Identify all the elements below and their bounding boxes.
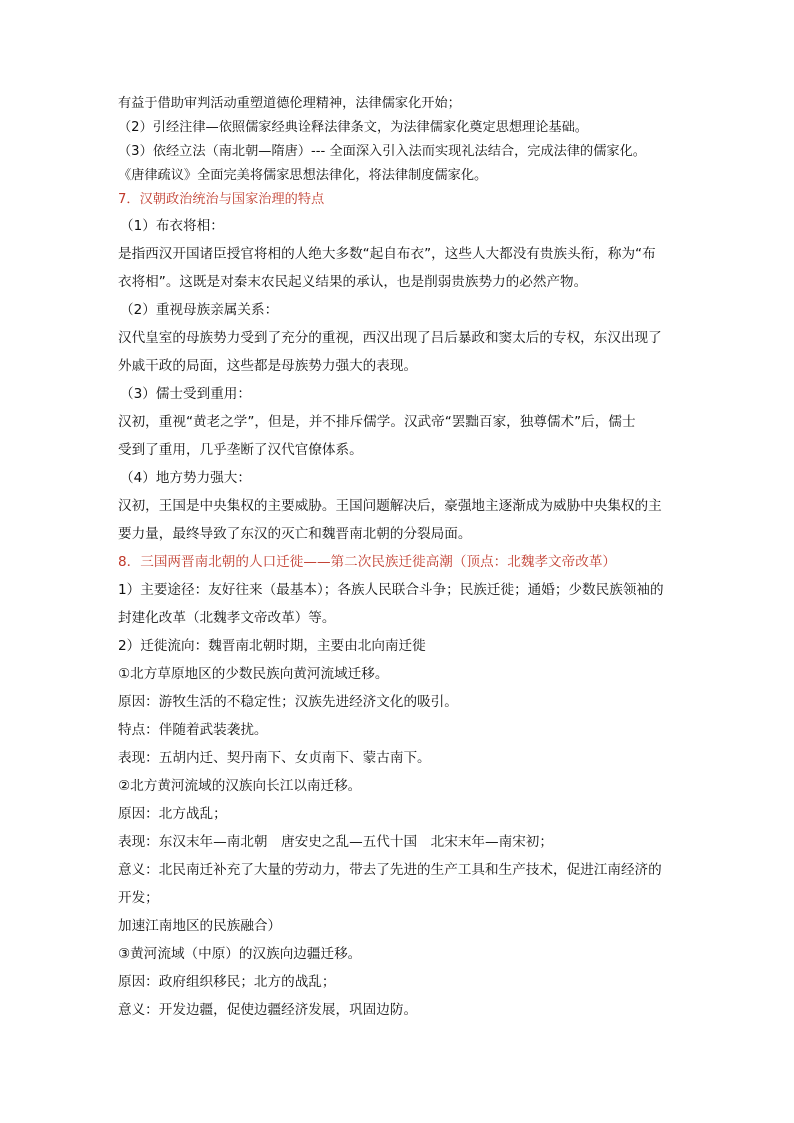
text-line: ①北方草原地区的少数民族向黄河流域迁移。	[118, 666, 389, 682]
text-line: 《唐律疏议》全面完美将儒家思想法律化，将法律制度儒家化。	[118, 168, 488, 183]
text-line: 表现：东汉末年—南北朝 唐安史之乱—五代十国 北宋末年—南宋初；	[118, 834, 553, 850]
text-line: 原因：北方战乱；	[118, 806, 227, 822]
text-line: 意义：北民南迁补充了大量的劳动力，带去了先进的生产工具和生产技术，促进江南经济的	[118, 862, 662, 878]
text-line: 表现：五胡内迁、契丹南下、女贞南下、蒙古南下。	[118, 750, 431, 766]
text-line: 受到了重用，几乎垄断了汉代官僚体系。	[118, 442, 363, 458]
text-line: 意义：开发边疆，促使边疆经济发展，巩固边防。	[118, 1002, 418, 1018]
subheading: （2）重视母族亲属关系：	[120, 302, 279, 318]
text-line: （3）依经立法（南北朝—隋唐）--- 全面深入引入法而实现礼法结合，完成法律的儒家化。	[118, 144, 646, 159]
text-line: 原因：游牧生活的不稳定性；汉族先进经济文化的吸引。	[118, 694, 458, 710]
subheading: （3）儒士受到重用：	[120, 386, 251, 402]
text-line: ③黄河流域（中原）的汉族向边疆迁移。	[118, 946, 362, 962]
text-line: 封建化改革（北魏孝文帝改革）等。	[118, 610, 336, 626]
subheading: （4）地方势力强大：	[120, 470, 251, 486]
section-heading-8: 8．三国两晋南北朝的人口迁徙——第二次民族迁徙高潮（顶点：北魏孝文帝改革）	[118, 554, 617, 570]
text-line: 加速江南地区的民族融合）	[118, 918, 282, 934]
text-line: 汉初，重视“黄老之学”，但是，并不排斥儒学。汉武帝“罢黜百家，独尊儒术”后，儒士	[118, 414, 636, 430]
text-line: 外戚干政的局面，这些都是母族势力强大的表现。	[118, 358, 418, 374]
document-page	[118, 92, 688, 1024]
text-line: 是指西汉开国诸臣授官将相的人绝大多数“起自布衣”，这些人大都没有贵族头衔，称为“布	[118, 246, 656, 262]
text-line: 要力量，最终导致了东汉的灭亡和魏晋南北朝的分裂局面。	[118, 526, 472, 542]
text-line: 特点：伴随着武装袭扰。	[118, 722, 268, 738]
text-line: 2）迁徙流向：魏晋南北朝时期，主要由北向南迁徙	[118, 638, 426, 654]
text-line: 开发；	[118, 890, 159, 906]
text-line: 1）主要途径：友好往来（最基本）；各族人民联合斗争；民族迁徙；通婚；少数民族领袖的	[118, 582, 664, 598]
subheading: （1）布衣将相：	[120, 218, 224, 234]
text-line: 衣将相”。这既是对秦末农民起义结果的承认，也是削弱贵族势力的必然产物。	[118, 274, 588, 290]
text-line: 原因：政府组织移民；北方的战乱；	[118, 974, 336, 990]
text-line: ②北方黄河流域的汉族向长江以南迁移。	[118, 778, 362, 794]
text-line: 汉代皇室的母族势力受到了充分的重视，西汉出现了吕后暴政和窦太后的专权，东汉出现了	[118, 330, 662, 346]
text-line: 汉初，王国是中央集权的主要威胁。王国问题解决后，豪强地主逐渐成为威胁中央集权的主	[118, 498, 662, 514]
section-heading-7: 7．汉朝政治统治与国家治理的特点	[118, 192, 325, 207]
text-line: 有益于借助审判活动重塑道德伦理精神，法律儒家化开始；	[118, 96, 461, 111]
text-line: （2）引经注律—依照儒家经典诠释法律条文，为法律儒家化奠定思想理论基础。	[118, 120, 588, 135]
